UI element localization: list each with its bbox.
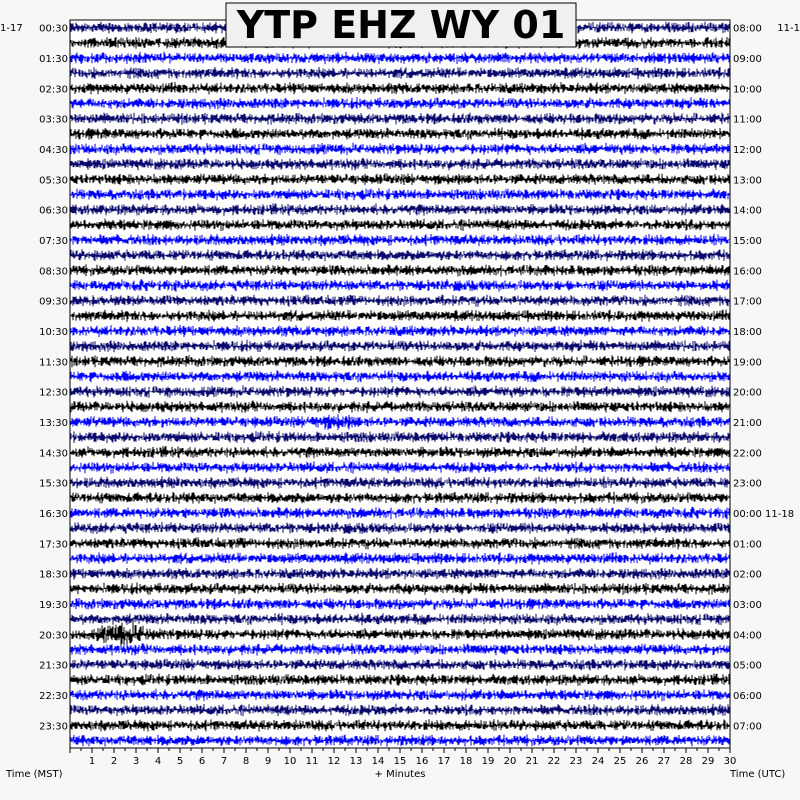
right-time-label: 07:00 [733,721,762,733]
right-time-label: 22:00 [733,448,762,460]
chart-title: YTP EHZ WY 01 [236,3,566,47]
x-tick-label: 23 [569,756,583,767]
left-axis-label: Time (MST) [6,769,63,780]
left-time-label: 07:30 [39,235,68,247]
x-tick-label: 26 [635,756,649,767]
left-time-label: 22:30 [39,690,68,702]
right-time-label: 20:00 [733,387,762,399]
right-time-label: 23:00 [733,478,762,490]
x-tick-label: 14 [371,756,385,767]
right-time-label: 15:00 [733,235,762,247]
right-time-label: 14:00 [733,205,762,217]
right-time-label: 12:00 [733,144,762,156]
right-time-label: 00:00 11-18 [733,508,795,520]
left-time-label: 18:30 [39,569,68,581]
plot-area [70,20,730,748]
x-tick-label: 8 [242,756,250,767]
left-time-axis [39,24,68,733]
x-tick-label: 7 [220,756,228,767]
right-time-label: 02:00 [733,569,762,581]
right-time-label: 10:00 [733,84,762,96]
left-time-label: 00:30 [39,23,68,35]
left-time-label: 12:30 [39,387,68,399]
x-tick-label: 12 [327,756,341,767]
right-time-axis [733,24,794,733]
left-corner-date: 1-17 [0,23,23,34]
x-tick-label: 19 [481,756,495,767]
left-time-label: 02:30 [39,84,68,96]
x-axis [70,748,736,767]
right-time-label: 01:00 [733,539,762,551]
left-time-label: 17:30 [39,539,68,551]
right-time-label: 21:00 [733,417,762,429]
left-time-label: 06:30 [39,205,68,217]
right-corner-date: 11-1 [777,23,800,34]
x-tick-label: 21 [525,756,539,767]
left-time-label: 04:30 [39,144,68,156]
right-time-label: 19:00 [733,357,762,369]
left-time-label: 09:30 [39,296,68,308]
left-time-label: 23:30 [39,721,68,733]
left-time-label: 08:30 [39,266,68,278]
right-time-label: 03:00 [733,599,762,611]
right-time-label: 04:00 [733,630,762,642]
left-time-label: 14:30 [39,448,68,460]
x-tick-label: 5 [176,756,184,767]
right-time-label: 05:00 [733,660,762,672]
x-tick-label: 25 [613,756,627,767]
left-time-label: 13:30 [39,417,68,429]
right-axis-label: Time (UTC) [730,769,786,780]
right-time-label: 17:00 [733,296,762,308]
right-time-label: 06:00 [733,690,762,702]
x-tick-label: 30 [723,756,737,767]
x-tick-label: 2 [110,756,118,767]
left-time-label: 15:30 [39,478,68,490]
x-tick-label: 15 [393,756,407,767]
x-tick-label: 27 [657,756,671,767]
left-time-label: 03:30 [39,114,68,126]
left-time-label: 10:30 [39,326,68,338]
x-tick-label: 10 [283,756,297,767]
x-tick-label: 28 [679,756,693,767]
x-tick-label: 29 [701,756,715,767]
right-time-label: 16:00 [733,266,762,278]
x-tick-label: 18 [459,756,473,767]
x-tick-label: 17 [437,756,451,767]
left-time-label: 01:30 [39,53,68,65]
x-tick-label: 20 [503,756,517,767]
right-time-label: 09:00 [733,53,762,65]
x-tick-label: 9 [264,756,272,767]
x-tick-label: 4 [154,756,162,767]
right-time-label: 13:00 [733,175,762,187]
left-time-label: 11:30 [39,357,68,369]
left-time-label: 16:30 [39,508,68,520]
right-time-label: 11:00 [733,114,762,126]
x-tick-label: 24 [591,756,605,767]
x-tick-label: 1 [88,756,96,767]
right-time-label: 08:00 [733,23,762,35]
x-tick-label: 16 [415,756,429,767]
x-tick-label: 22 [547,756,561,767]
x-tick-label: 6 [198,756,206,767]
left-time-label: 19:30 [39,599,68,611]
left-time-label: 21:30 [39,660,68,672]
right-time-label: 18:00 [733,326,762,338]
left-time-label: 20:30 [39,630,68,642]
x-tick-label: 3 [132,756,140,767]
x-tick-label: 13 [349,756,363,767]
x-tick-label: 11 [305,756,319,767]
x-axis-label: + Minutes [374,769,426,780]
left-time-label: 05:30 [39,175,68,187]
